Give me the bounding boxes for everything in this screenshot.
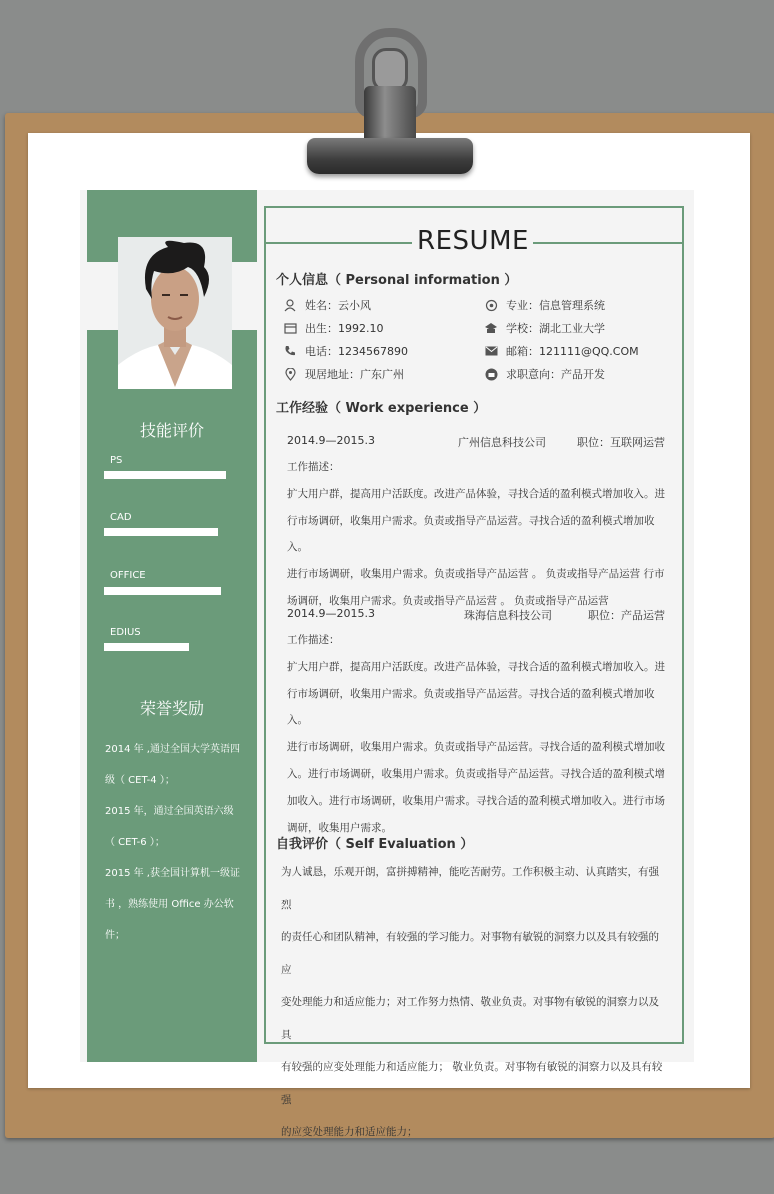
self-eval-text xyxy=(281,856,667,1149)
honor-line: （ CET-6 ）； xyxy=(105,837,165,848)
job-1-desc-line: 扩大用户群，提高用户活跃度。改进产品体验，寻找合适的盈利模式增加收入。进 xyxy=(287,487,665,500)
skill-label-edius: EDIUS xyxy=(110,627,141,638)
info-phone-text: 电话：1234567890 xyxy=(305,345,408,358)
honor-line: 件； xyxy=(105,930,125,941)
job-2-desc-label: 工作描述： xyxy=(287,634,340,646)
job-2-position: 职位：产品运营 xyxy=(588,609,665,622)
info-major-text: 专业：信息管理系统 xyxy=(506,299,605,312)
info-name xyxy=(283,297,371,313)
job-2-description xyxy=(287,627,665,841)
skills-title: 技能评价 xyxy=(139,421,204,440)
skill-bar-office xyxy=(104,587,221,595)
avatar xyxy=(118,237,232,389)
info-school-text: 学校：湖北工业大学 xyxy=(506,322,605,335)
self-eval-line: 的应变处理能力和适应能力； xyxy=(281,1126,418,1138)
job-2-desc-line: 扩大用户群，提高用户活跃度。改进产品体验，寻找合适的盈利模式增加收入。进 xyxy=(287,660,665,673)
location-pin-icon xyxy=(283,367,297,381)
title-rule-right xyxy=(533,242,682,244)
self-eval-line: 有较强的应变处理能力和适应能力； 敬业负责。对事物有敏锐的洞察力以及具有较强 xyxy=(281,1061,663,1106)
job-1-desc-line: 行市场调研，收集用户需求。负责或指导产品运营。寻找合适的盈利模式增加收入。 xyxy=(287,514,655,554)
job-2-company: 珠海信息科技公司 xyxy=(464,609,552,622)
info-email xyxy=(484,343,639,359)
job-2-desc-line: 行市场调研，收集用户需求。负责或指导产品运营。寻找合适的盈利模式增加收入。 xyxy=(287,687,655,727)
job-1-desc-line: 进行市场调研，收集用户需求。负责或指导产品运营 。 负责或指导产品运营 行市 xyxy=(287,568,665,581)
self-eval-line: 为人诚恳，乐观开朗，富拼搏精神，能吃苦耐劳。工作积极主动、认真踏实，有强烈 xyxy=(281,866,659,911)
mail-icon xyxy=(484,344,498,358)
skill-label-cad: CAD xyxy=(110,512,132,523)
phone-icon xyxy=(283,344,297,358)
resume-title: RESUME xyxy=(417,226,529,256)
honors-list xyxy=(105,734,245,951)
honor-line: 书 ，熟练使用 Office 办公软 xyxy=(105,899,234,910)
info-name-text: 姓名：云小风 xyxy=(305,299,371,312)
job-1-description xyxy=(287,454,665,615)
job-2-desc-line: 调研，收集用户需求。 xyxy=(287,821,392,834)
info-birth-text: 出生：1992.10 xyxy=(305,322,384,335)
skill-label-ps: PS xyxy=(110,455,123,466)
job-2-desc-line: 加收入。进行市场调研，收集用户需求。寻找合适的盈利模式增加收入。进行市场 xyxy=(287,794,665,807)
honor-line: 级（ CET-4 ）； xyxy=(105,775,175,786)
info-birth xyxy=(283,320,384,336)
job-1-period: 2014.9—2015.3 xyxy=(287,434,375,447)
avatar-photo-icon xyxy=(118,237,232,389)
honor-line: 2015 年，通过全国英语六级 xyxy=(105,806,234,817)
personal-heading: 个人信息（ Personal information ） xyxy=(276,273,518,288)
info-intent-text: 求职意向：产品开发 xyxy=(506,368,605,381)
title-rule-left xyxy=(266,242,412,244)
job-1-desc-label: 工作描述： xyxy=(287,461,340,473)
work-heading: 工作经验（ Work experience ） xyxy=(276,401,487,416)
info-intent xyxy=(484,366,605,382)
job-1-desc-line: 场调研，收集用户需求。负责或指导产品运营 。 负责或指导产品运营 xyxy=(287,594,609,607)
job-2-desc-line: 进行市场调研，收集用户需求。负责或指导产品运营。寻找合适的盈利模式增加收 xyxy=(287,741,665,754)
honor-line: 2014 年 ,通过全国大学英语四 xyxy=(105,744,240,755)
skill-bar-cad xyxy=(104,528,218,536)
clip-neck xyxy=(364,86,416,146)
skill-bar-edius xyxy=(104,643,189,651)
person-icon xyxy=(283,298,297,312)
info-address-text: 现居地址：广东广州 xyxy=(305,368,404,381)
left-sidebar xyxy=(87,190,257,1062)
info-address xyxy=(283,366,404,382)
skill-bar-ps xyxy=(104,471,226,479)
info-email-text: 邮箱：121111@QQ.COM xyxy=(506,345,639,358)
honor-line: 2015 年 ,获全国计算机一级证 xyxy=(105,868,240,879)
info-major xyxy=(484,297,605,313)
calendar-icon xyxy=(283,321,297,335)
self-eval-heading: 自我评价（ Self Evaluation ） xyxy=(276,837,474,852)
self-eval-line: 的责任心和团队精神，有较强的学习能力。对事物有敏锐的洞察力以及具有较强的应 xyxy=(281,931,659,976)
info-school xyxy=(484,320,605,336)
job-2-period: 2014.9—2015.3 xyxy=(287,607,375,620)
skill-label-office: OFFICE xyxy=(110,570,146,581)
job-1-position: 职位：互联网运营 xyxy=(577,436,665,449)
job-2-desc-line: 入。进行市场调研，收集用户需求。负责或指导产品运营。寻找合适的盈利模式增 xyxy=(287,767,665,780)
honors-title: 荣誉奖励 xyxy=(139,699,204,718)
school-icon xyxy=(484,321,498,335)
info-phone xyxy=(283,343,408,359)
self-eval-line: 变处理能力和适应能力；对工作努力热情、敬业负责。对事物有敏锐的洞察力以及具 xyxy=(281,996,659,1041)
target-icon xyxy=(484,298,498,312)
clip-base xyxy=(307,138,473,174)
job-1-company: 广州信息科技公司 xyxy=(458,436,546,449)
briefcase-icon xyxy=(484,367,498,381)
